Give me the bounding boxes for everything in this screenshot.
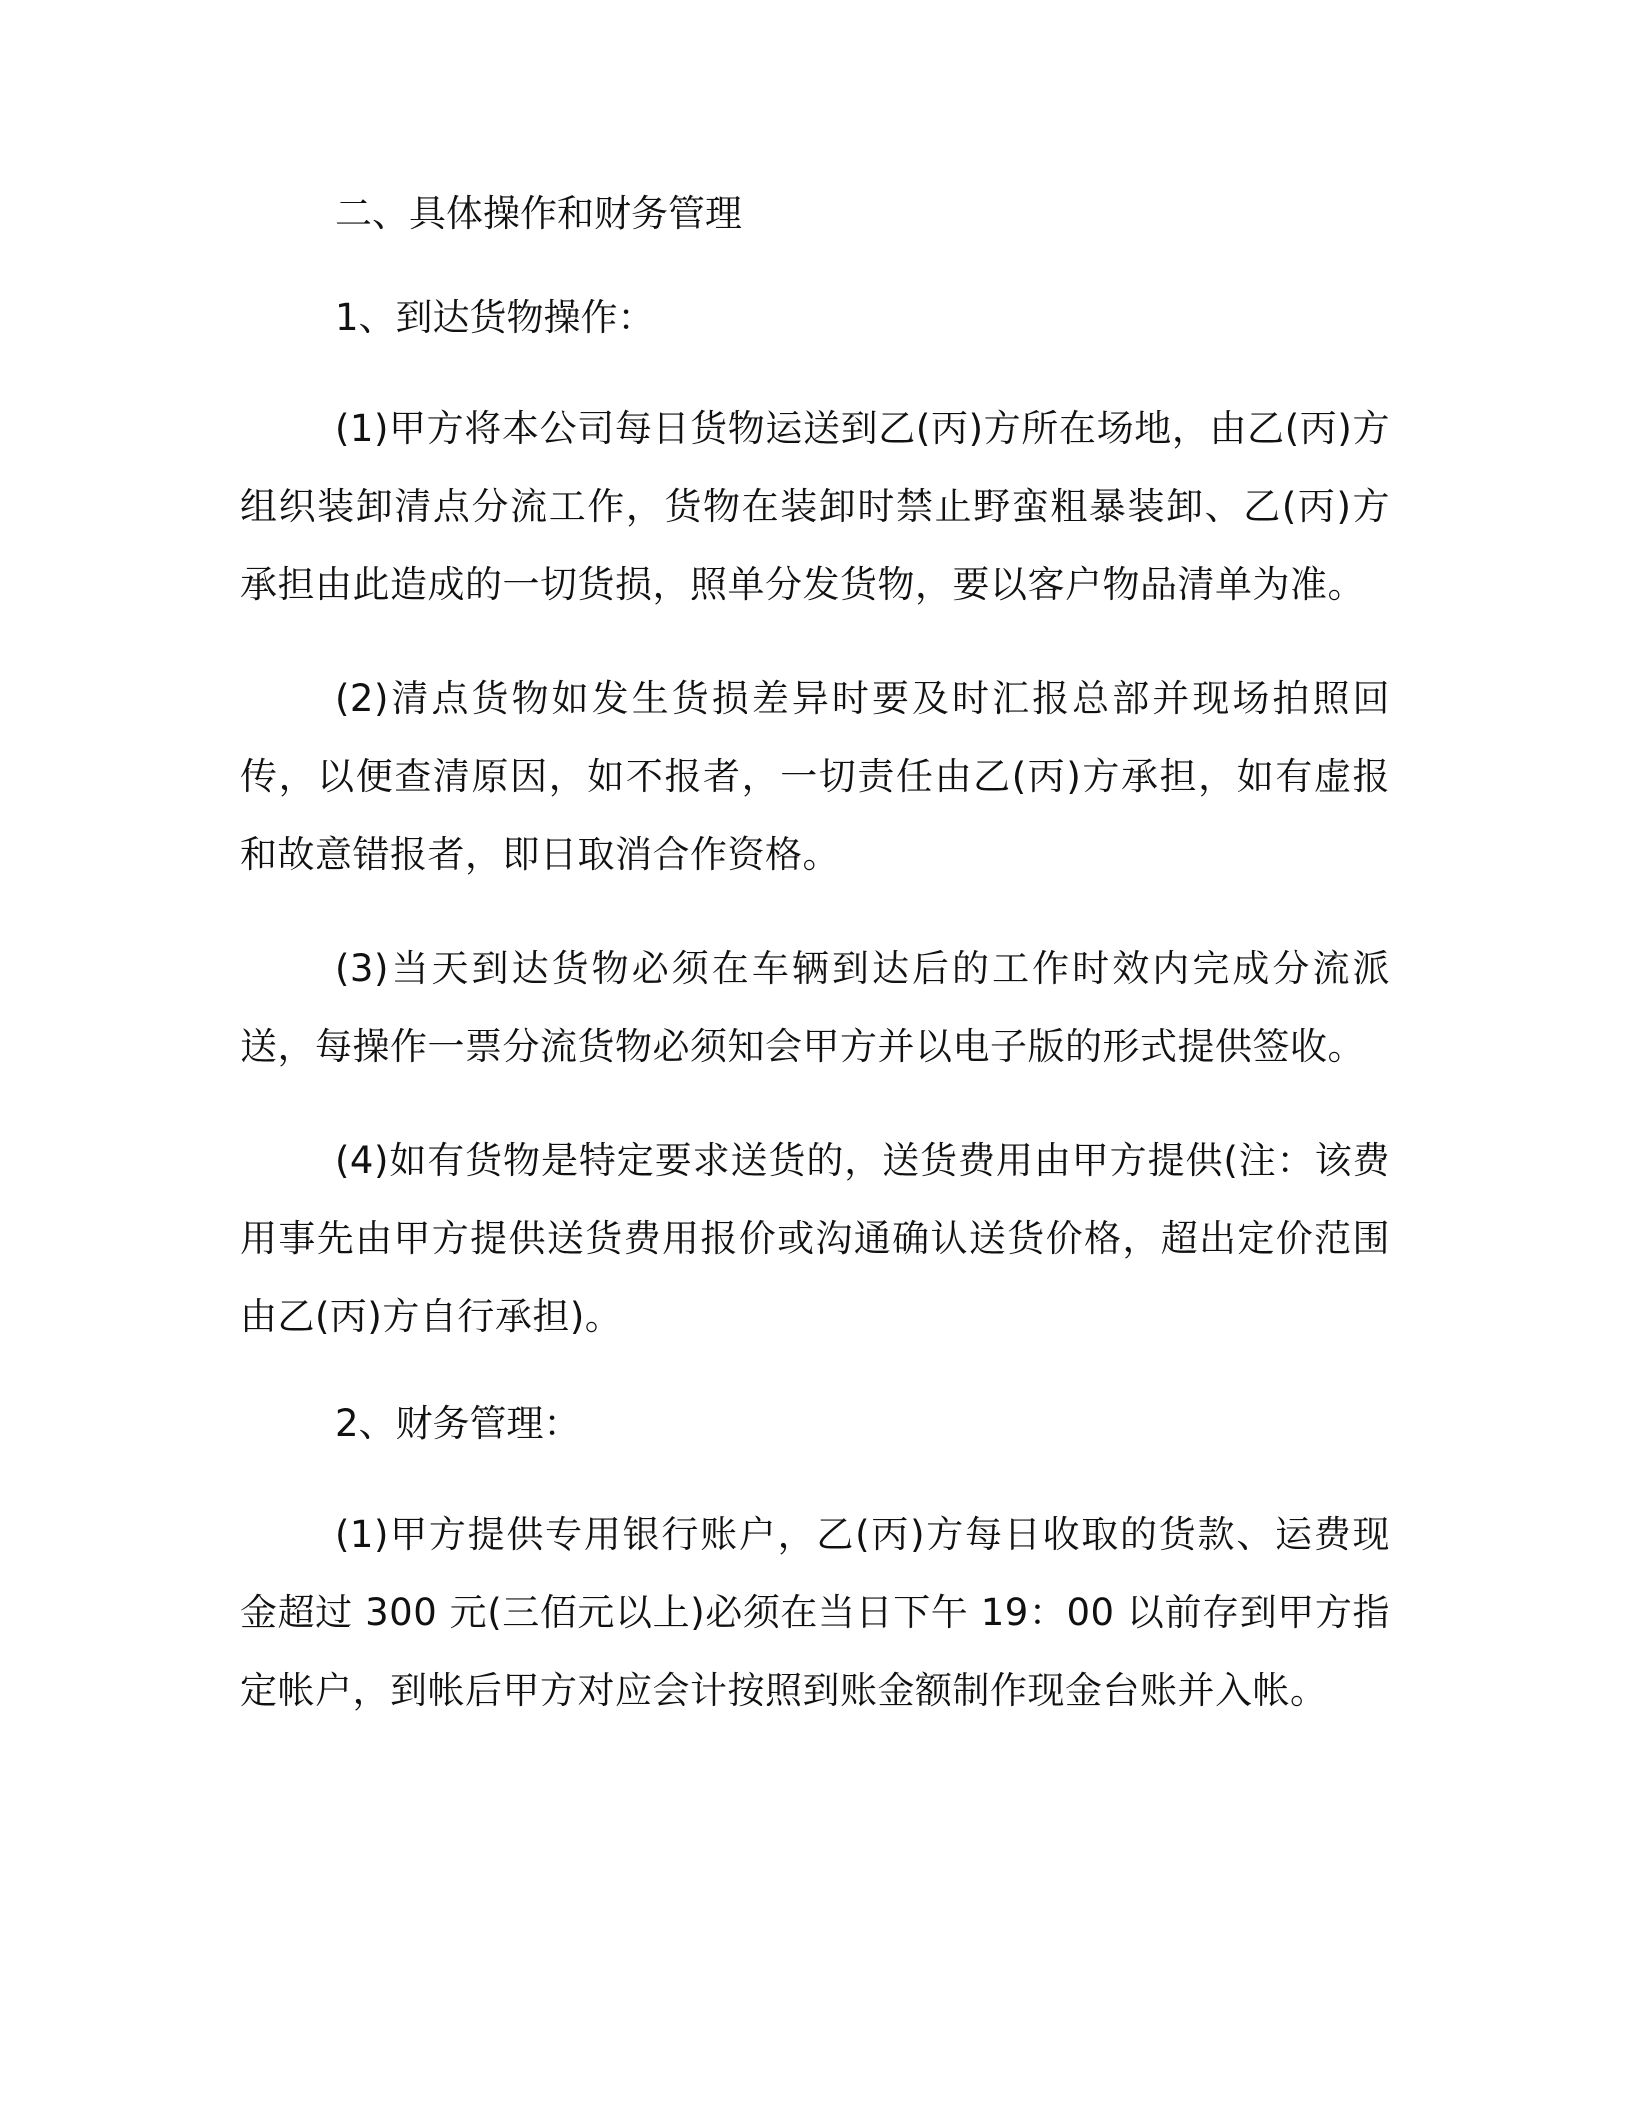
- part2-item-1: (1)甲方提供专用银行账户，乙(丙)方每日收取的货款、运费现金超过 300 元(三佰元以上)必须在当日下午 19：00 以前存到甲方指定帐户，到帐后甲方对应会计按照到账金额制作现金台账并入帐。: [240, 1513, 1390, 1712]
- part2-title: 2、财务管理：: [335, 1402, 581, 1445]
- section-title: 二、具体操作和财务管理: [335, 192, 742, 235]
- part1-item-2: (2)清点货物如发生货损差异时要及时汇报总部并现场拍照回传，以便查清原因，如不报者，一切责任由乙(丙)方承担，如有虚报和故意错报者，即日取消合作资格。: [240, 677, 1390, 876]
- document-body: [240, 182, 1390, 1766]
- part1-item-4: (4)如有货物是特定要求送货的，送货费用由甲方提供(注：该费用事先由甲方提供送货费用报价或沟通确认送货价格，超出定价范围由乙(丙)方自行承担)。: [240, 1139, 1390, 1338]
- part1-item-1: (1)甲方将本公司每日货物运送到乙(丙)方所在场地，由乙(丙)方组织装卸清点分流工作，货物在装卸时禁止野蛮粗暴装卸、乙(丙)方承担由此造成的一切货损，照单分发货物，要以客户物品清单为准。: [240, 407, 1390, 606]
- part1-title: 1、到达货物操作：: [335, 296, 655, 339]
- part1-item-3: (3)当天到达货物必须在车辆到达后的工作时效内完成分流派送，每操作一票分流货物必须知会甲方并以电子版的形式提供签收。: [240, 947, 1390, 1068]
